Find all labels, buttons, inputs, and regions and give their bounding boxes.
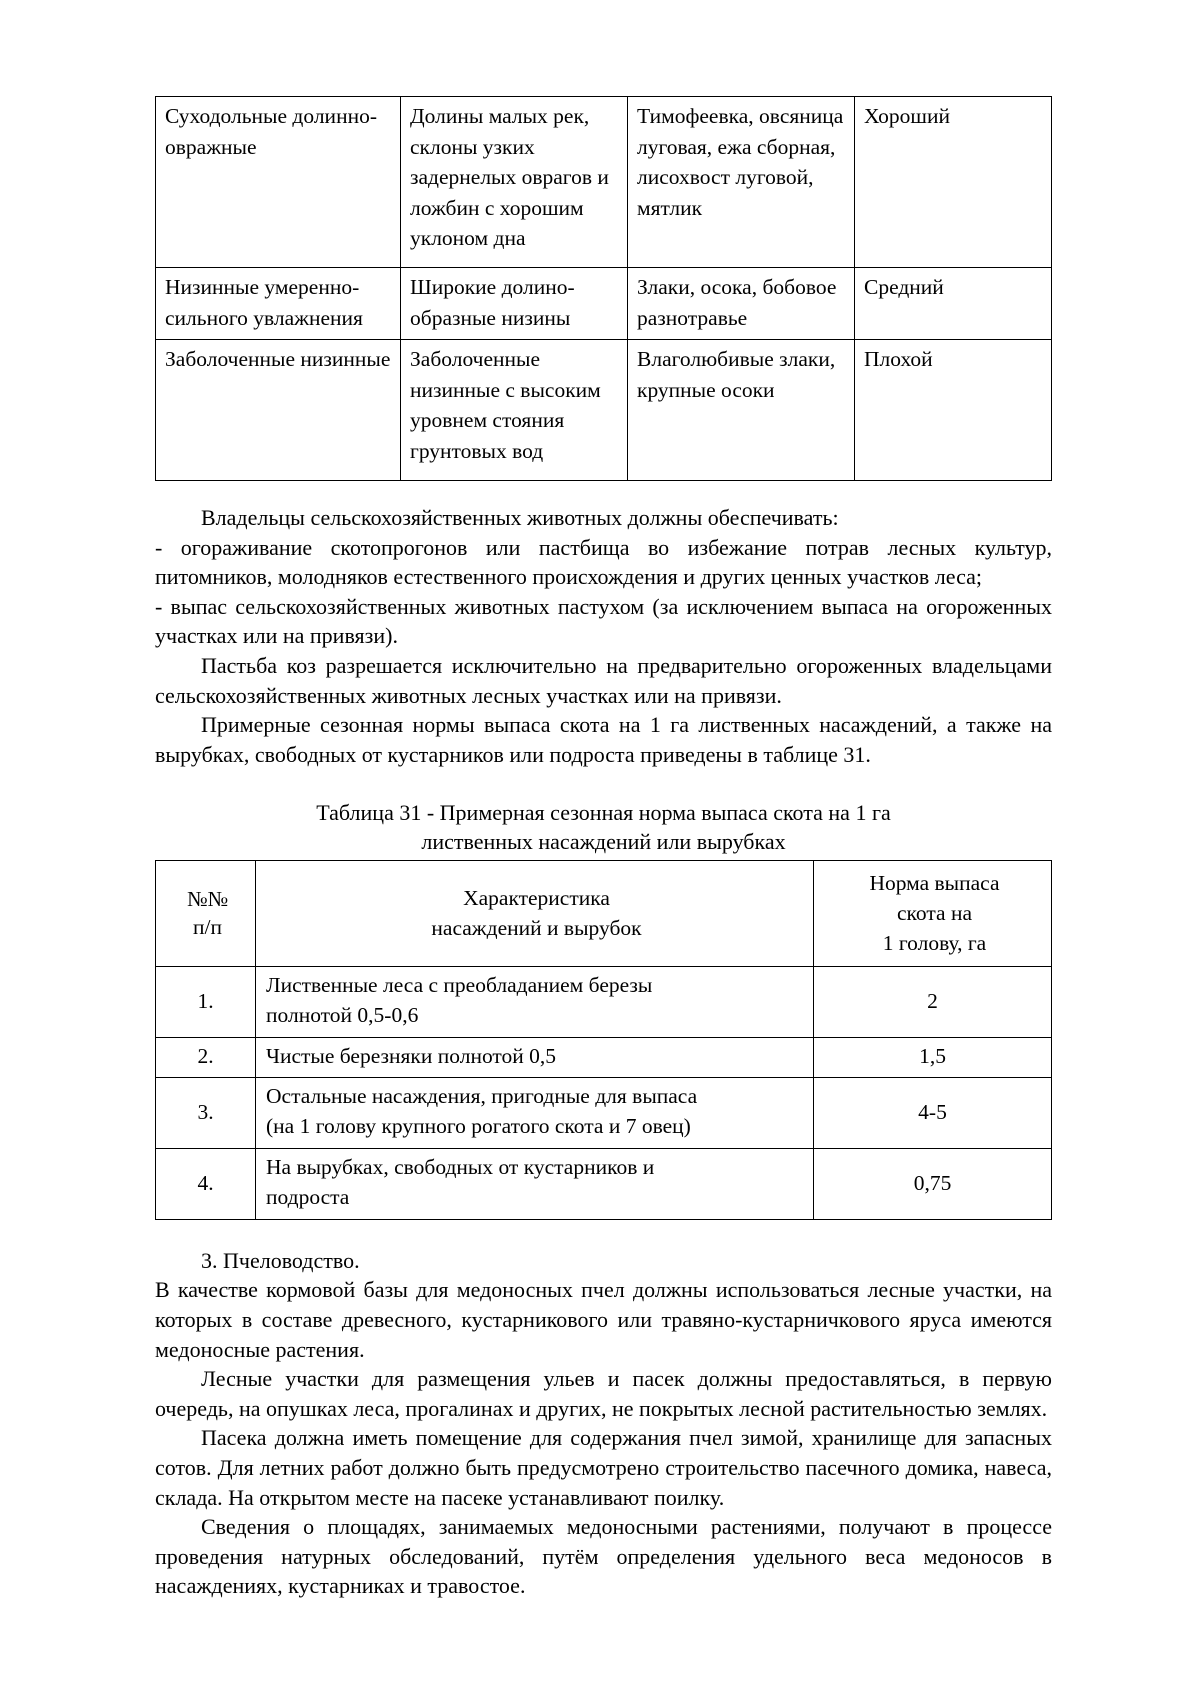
pasture-location-cell: Заболоченные низинные с высоким уровнем стояния грунтовых вод [401,340,628,481]
column-header-norm-line-1: Норма выпаса [869,871,1000,896]
column-header-description-line-1: Характеристика [463,886,610,911]
row-description-cell [256,1148,814,1219]
column-header-description-line-2: насаждений и вырубок [431,915,642,940]
pasture-location-cell: Долины малых рек, склоны узких задернелых оврагов и ложбин с хорошим уклоном дна [401,97,628,268]
pasture-vegetation-cell: Влаголюбивые злаки, крупные осоки [628,340,855,481]
row-norm-cell: 0,75 [814,1148,1052,1219]
table-row [156,1148,1052,1219]
paragraph-bullet-fencing: - огораживание скотопрогонов или пастбища во избежание потрав лесных культур, питомников, молодняков естественного происхождения и других ценных участков леса; [155,534,1052,590]
column-header-norm-line-2: скота на [897,901,972,926]
pasture-quality-cell: Средний [855,268,1052,340]
table-row [156,1077,1052,1148]
column-header-norm-line-3: 1 голову, га [882,930,987,955]
row-description-line-2: полнотой 0,5-0,6 [266,1003,419,1028]
row-description-line-1: Остальные насаждения, пригодные для выпаса [266,1083,698,1108]
table-header-row [156,861,1052,967]
pasture-types-table [155,96,1052,481]
column-header-number [156,861,256,967]
row-description-cell [256,1038,814,1078]
paragraph-owners-intro: Владельцы сельскохозяйственных животных должны обеспечивать: [201,505,839,531]
row-number-cell: 2. [156,1038,256,1078]
table-31-caption [155,799,1052,856]
table-row [156,967,1052,1038]
row-number-cell: 1. [156,967,256,1038]
table-row [156,340,1052,481]
table-31-caption-line-1: Таблица 31 - Примерная сезонная норма выпаса скота на 1 га [316,800,891,826]
pasture-type-cell: Низинные умеренно- сильного увлажнения [156,268,401,340]
row-norm-cell: 1,5 [814,1038,1052,1078]
row-number-cell: 3. [156,1077,256,1148]
column-header-norm [814,861,1052,967]
row-description-line-1: Чистые березняки полнотой 0,5 [266,1044,557,1069]
row-description-line-2: подроста [266,1185,350,1209]
column-header-number-line-2: п/п [193,914,222,939]
row-description-line-2: (на 1 голову крупного рогатого скота и 7 овец) [266,1114,691,1138]
paragraph-seasonal-norms: Примерные сезонная нормы выпаса скота на 1 га лиственных насаждений, а также на вырубках, свободных от кустарников или подроста приведены в таблице 31. [155,712,1052,767]
row-number-cell: 4. [156,1148,256,1219]
table-31-caption-line-2: лиственных насаждений или вырубках [421,828,786,854]
pasture-vegetation-cell: Злаки, осока, бобовое разнотравье [628,268,855,340]
owners-requirements-section [155,503,1052,769]
pasture-quality-cell: Плохой [855,340,1052,481]
pasture-quality-cell: Хороший [855,97,1052,268]
table-row [156,1038,1052,1078]
row-norm-cell: 4-5 [814,1077,1052,1148]
pasture-type-cell: Заболоченные низинные [156,340,401,481]
row-norm-cell: 2 [814,967,1052,1038]
pasture-vegetation-cell: Тимофеевка, овсяница луговая, ежа сборная, лисохвост луговой, мятлик [628,97,855,268]
column-header-description [256,861,814,967]
table-row [156,97,1052,268]
row-description-cell [256,1077,814,1148]
pasture-location-cell: Широкие долино-образные низины [401,268,628,340]
paragraph-beekeeping-survey: Сведения о площадях, занимаемых медоносными растениями, получают в процессе проведения натурных обследований, путём определения удельного веса медоносов в насаждениях, кустарниках и травостое. [155,1514,1052,1599]
row-description-cell [256,967,814,1038]
row-description-line-1: Лиственные леса с преобладанием березы [266,973,653,998]
column-header-number-line-1: №№ [186,886,229,911]
pasture-type-cell: Суходольные долинно-овражные [156,97,401,268]
paragraph-beekeeping-apiary: Пасека должна иметь помещение для содержания пчел зимой, хранилище для запасных сотов. Для летних работ должно быть предусмотрено строительство пасечного домика, навеса, склада. На открытом месте на пасеке устанавливают поилку. [155,1425,1052,1510]
grazing-norms-table [155,860,1052,1219]
table-row [156,268,1052,340]
paragraph-bullet-herdsman: - выпас сельскохозяйственных животных пастухом (за исключением выпаса на огороженных участках или на привязи). [155,593,1052,649]
paragraph-goat-grazing: Пастьба коз разрешается исключительно на предварительно огороженных владельцами сельскохозяйственных животных лесных участках или на привязи. [155,652,1052,708]
row-description-line-1: На вырубках, свободных от кустарников и [266,1154,655,1179]
beekeeping-section [155,1246,1052,1601]
beekeeping-heading: 3. Пчеловодство. [201,1247,360,1273]
paragraph-beekeeping-placement: Лесные участки для размещения ульев и пасек должны предоставляться, в первую очередь, на опушках леса, прогалинах и других, не покрытых лесной растительностью землях. [155,1366,1052,1421]
paragraph-beekeeping-forage-base: В качестве кормовой базы для медоносных пчел должны использоваться лесные участки, на которых в составе древесного, кустарникового или травяно-кустарничкового яруса имеются медоносные растения. [155,1277,1052,1362]
